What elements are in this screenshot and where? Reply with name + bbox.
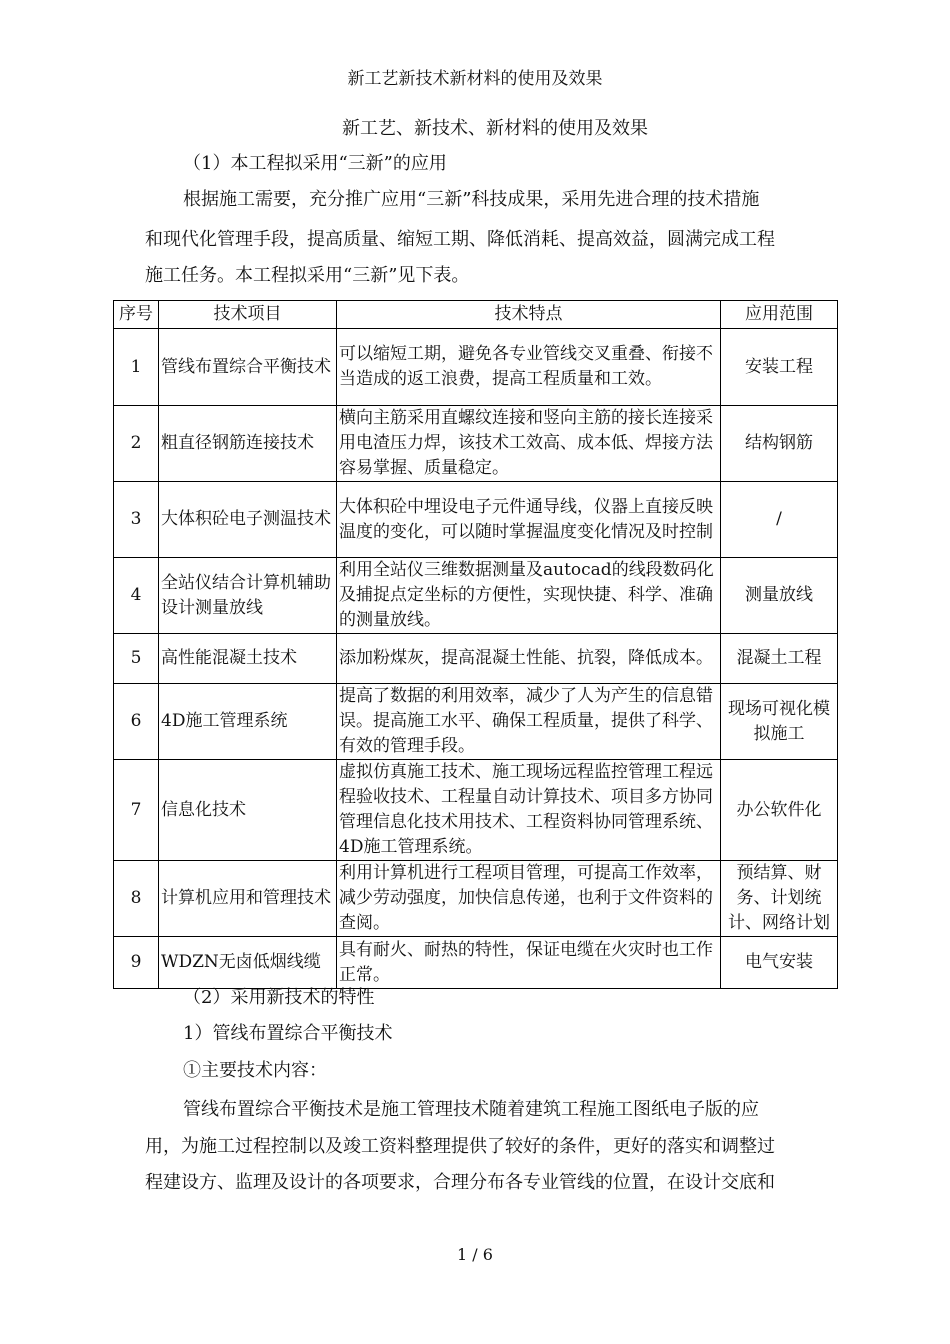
row-no: 3 [114, 482, 159, 558]
row-feature: 利用计算机进行工程项目管理，可提高工作效率，减少劳动强度，加快信息传递，也利于文件资料的查阅。 [337, 861, 721, 937]
page-number: 1 / 6 [457, 1245, 493, 1264]
body-line-1: 管线布置综合平衡技术是施工管理技术随着建筑工程施工图纸电子版的应 [183, 1099, 759, 1120]
row-scope: 现场可视化模拟施工 [721, 684, 838, 760]
document-title: 新工艺、新技术、新材料的使用及效果 [342, 118, 648, 139]
row-no: 4 [114, 558, 159, 634]
row-item: 4D施工管理系统 [159, 684, 337, 760]
header-item: 技术项目 [159, 301, 337, 329]
row-no: 8 [114, 861, 159, 937]
row-scope: 测量放线 [721, 558, 838, 634]
header-no: 序号 [114, 301, 159, 329]
row-feature: 添加粉煤灰，提高混凝土性能、抗裂，降低成本。 [337, 634, 721, 684]
row-no: 2 [114, 406, 159, 482]
row-feature: 具有耐火、耐热的特性，保证电缆在火灾时也工作正常。 [337, 937, 721, 989]
row-item: 管线布置综合平衡技术 [159, 329, 337, 406]
row-item: 全站仪结合计算机辅助设计测量放线 [159, 558, 337, 634]
row-no: 7 [114, 760, 159, 861]
running-header: 新工艺新技术新材料的使用及效果 [347, 69, 603, 89]
row-scope: 预结算、财务、计划统计、网络计划 [721, 861, 838, 937]
table-header-row [114, 301, 838, 329]
row-scope: 安装工程 [721, 329, 838, 406]
subsection-heading: 1）管线布置综合平衡技术 [183, 1023, 393, 1044]
row-feature: 可以缩短工期，避免各专业管线交叉重叠、衔接不当造成的返工浪费，提高工程质量和工效。 [337, 329, 721, 406]
row-item: 计算机应用和管理技术 [159, 861, 337, 937]
row-item: 信息化技术 [159, 760, 337, 861]
row-scope: 办公软件化 [721, 760, 838, 861]
body-line-2: 用，为施工过程控制以及竣工资料整理提供了较好的条件，更好的落实和调整过 [145, 1136, 775, 1157]
row-feature: 大体积砼中埋设电子元件通导线，仪器上直接反映温度的变化，可以随时掌握温度变化情况及时控制 [337, 482, 721, 558]
table-row [114, 861, 838, 937]
table-row [114, 684, 838, 760]
row-no: 1 [114, 329, 159, 406]
row-feature: 虚拟仿真施工技术、施工现场远程监控管理工程远程验收技术、工程量自动计算技术、项目多方协同管理信息化技术用技术、工程资料协同管理系统、4D施工管理系统。 [337, 760, 721, 861]
table-row [114, 329, 838, 406]
intro-line-2: 和现代化管理手段，提高质量、缩短工期、降低消耗、提高效益，圆满完成工程 [145, 229, 775, 250]
table-row [114, 760, 838, 861]
table-row [114, 937, 838, 989]
new-tech-table [113, 300, 838, 989]
row-no: 9 [114, 937, 159, 989]
row-no: 5 [114, 634, 159, 684]
row-no: 6 [114, 684, 159, 760]
intro-line-1: 根据施工需要，充分推广应用“三新”科技成果，采用先进合理的技术措施 [183, 189, 760, 210]
row-scope: 混凝土工程 [721, 634, 838, 684]
row-scope: 结构钢筋 [721, 406, 838, 482]
table-row [114, 482, 838, 558]
row-item: 高性能混凝土技术 [159, 634, 337, 684]
row-scope: 电气安装 [721, 937, 838, 989]
section-heading-1: （1）本工程拟采用“三新”的应用 [183, 153, 447, 174]
subsection-item-heading: ①主要技术内容： [183, 1060, 327, 1081]
row-item: 粗直径钢筋连接技术 [159, 406, 337, 482]
body-line-3: 程建设方、监理及设计的各项要求，合理分布各专业管线的位置，在设计交底和 [145, 1172, 775, 1193]
header-scope: 应用范围 [721, 301, 838, 329]
header-feature: 技术特点 [337, 301, 721, 329]
row-feature: 横向主筋采用直螺纹连接和竖向主筋的接长连接采用电渣压力焊，该技术工效高、成本低、焊接方法容易掌握、质量稳定。 [337, 406, 721, 482]
row-feature: 利用全站仪三维数据测量及autocad的线段数码化及捕捉点定坐标的方便性，实现快捷、科学、准确的测量放线。 [337, 558, 721, 634]
table-row [114, 558, 838, 634]
intro-line-3: 施工任务。本工程拟采用“三新”见下表。 [145, 265, 470, 286]
row-item: WDZN无卤低烟线缆 [159, 937, 337, 989]
row-feature: 提高了数据的利用效率，减少了人为产生的信息错误。提高施工水平、确保工程质量，提供了科学、有效的管理手段。 [337, 684, 721, 760]
section-heading-2: （2）采用新技术的特性 [183, 987, 375, 1008]
table-row [114, 406, 838, 482]
table-row [114, 634, 838, 684]
row-item: 大体积砼电子测温技术 [159, 482, 337, 558]
row-scope: / [721, 482, 838, 558]
